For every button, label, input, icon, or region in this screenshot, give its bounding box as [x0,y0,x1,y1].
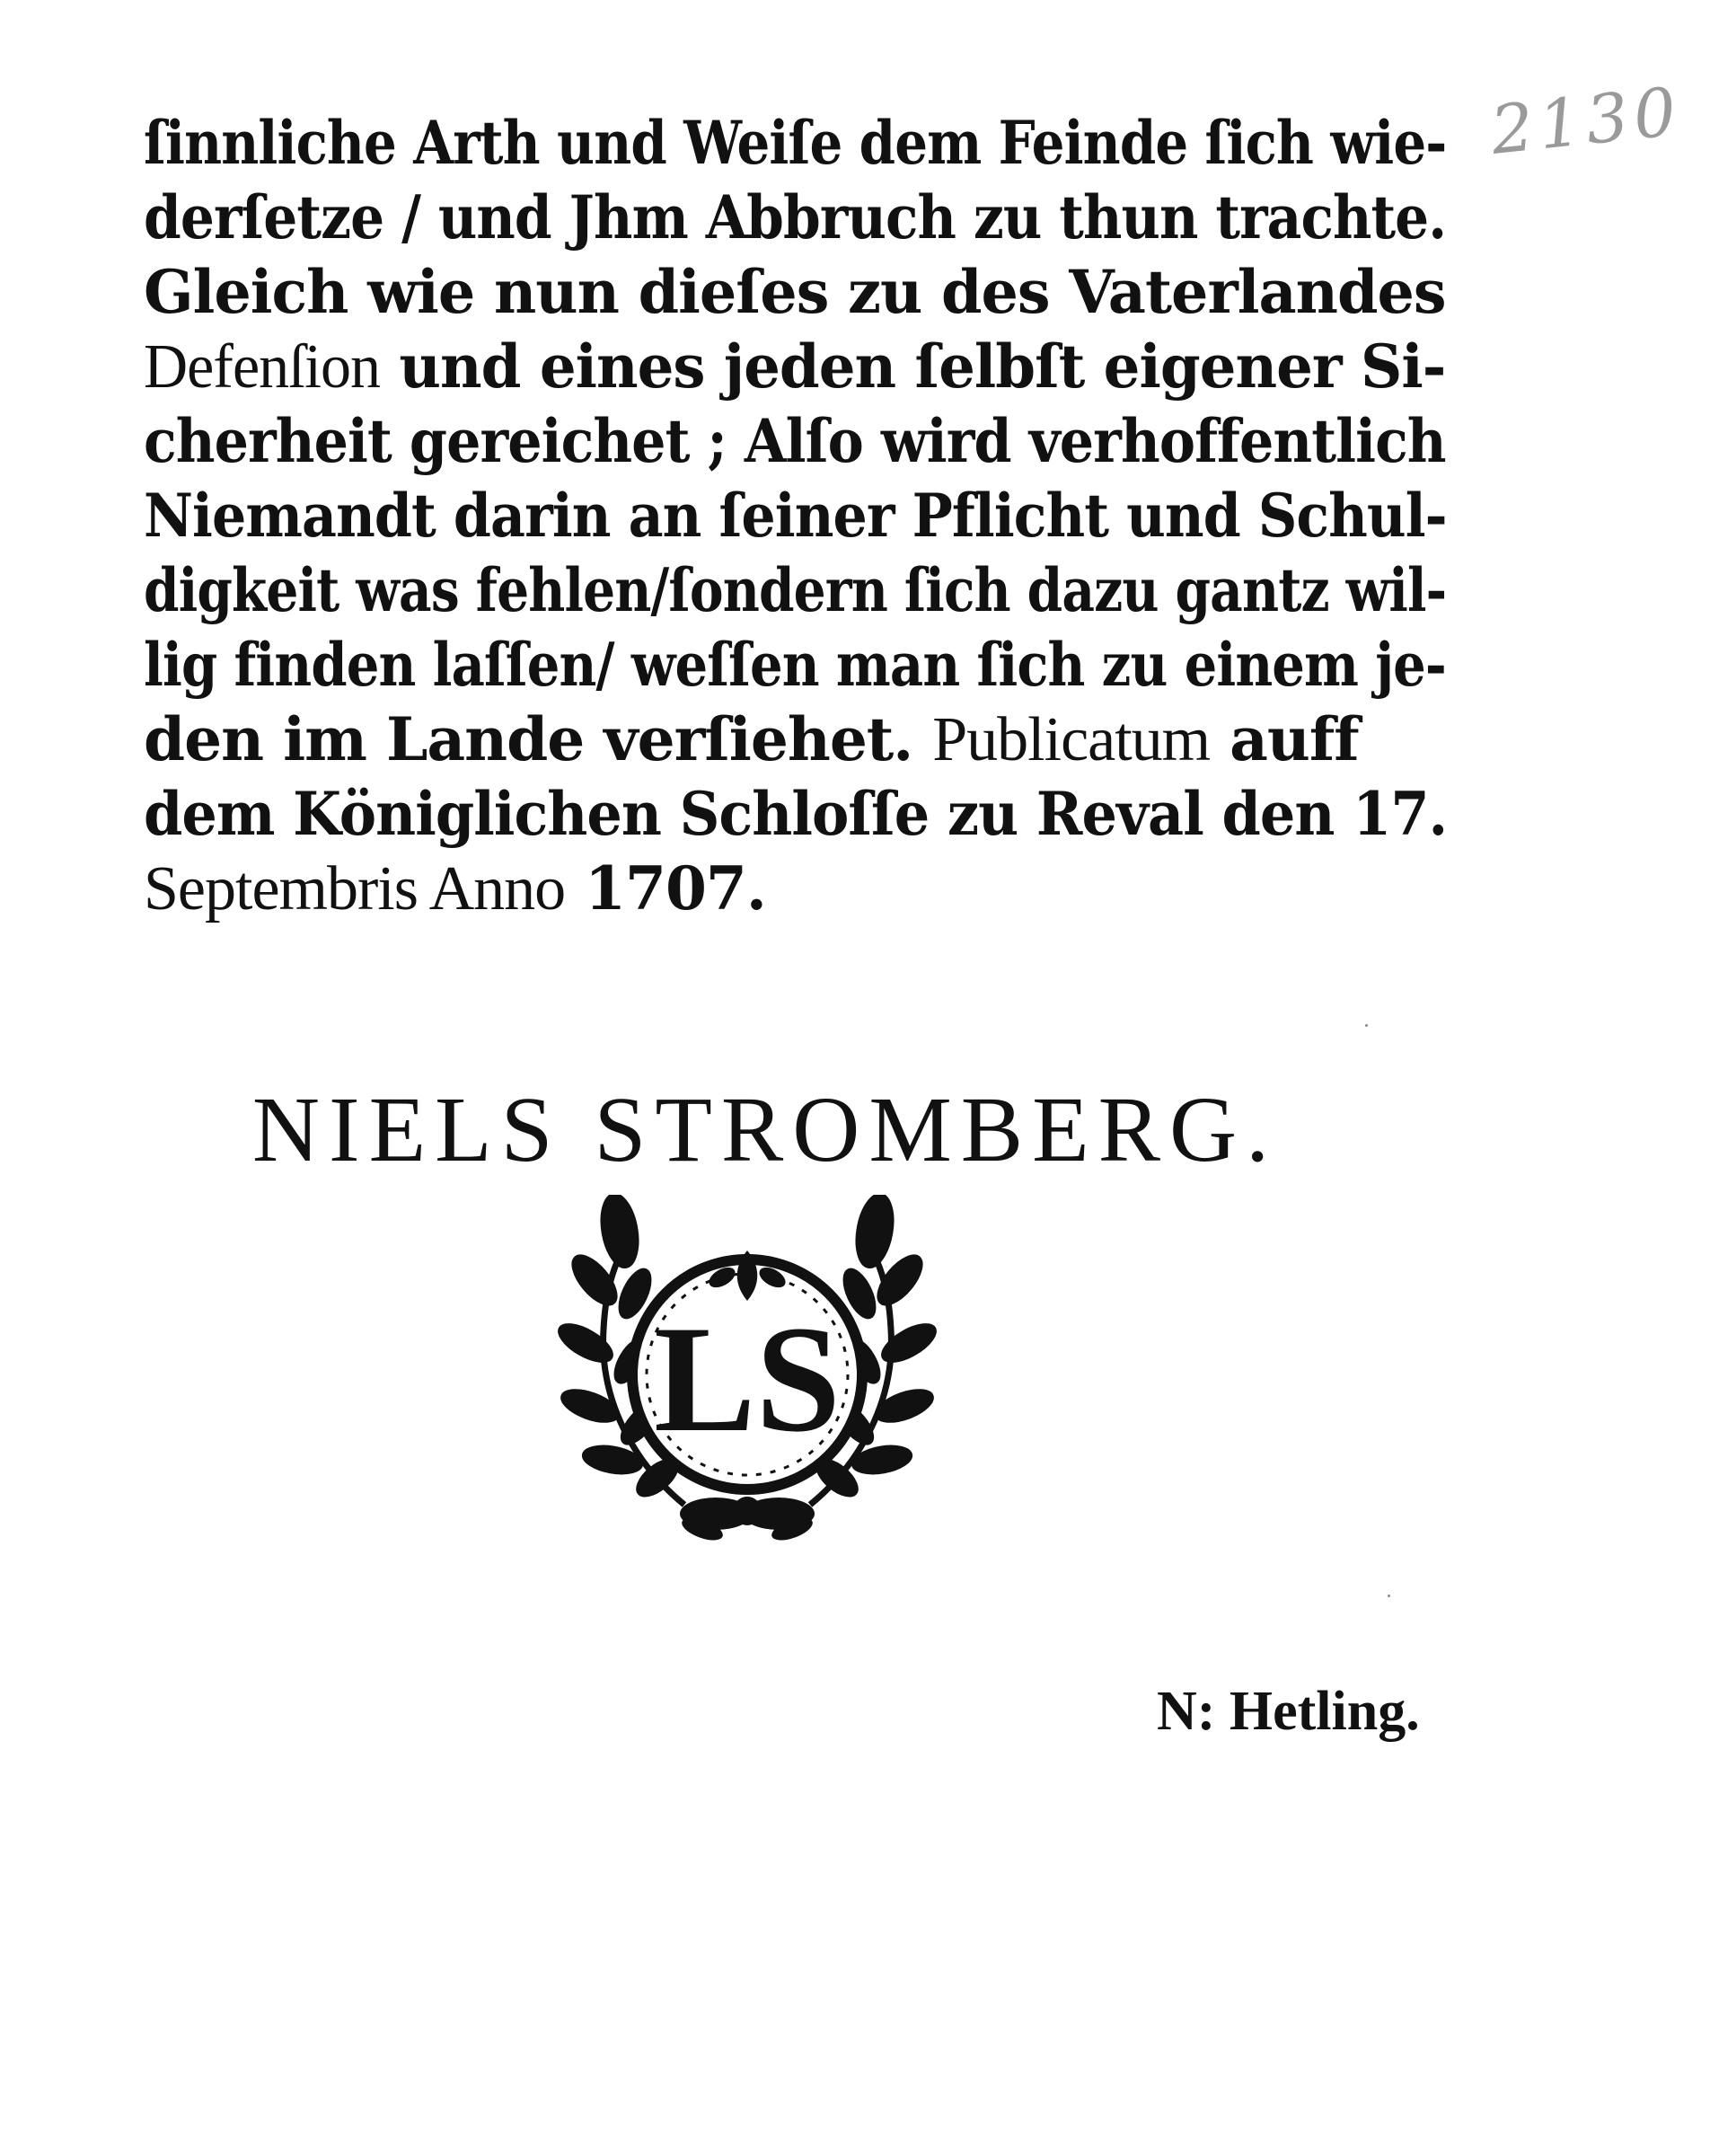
text-line-1: ſinnliche Arth und Weiſe dem Feinde ſich wie- [144,108,1447,178]
text-line-3: Gleich wie nun dieſes zu des Vaterlandes [144,257,1446,327]
text-line-8: lig finden laſſen/ weſſen man ſich zu einem je- [144,630,1446,700]
wreath-seal [550,1195,945,1545]
text-line-4: Defenſion und eines jeden ſelbſt eigener Si- [144,331,1446,402]
text-line-5: cherheit gereichet ; Alſo wird verhoffentlich [144,406,1446,476]
signatory-name: NIELS STROMBERG. [251,1078,1279,1181]
text-line-9: den im Lande verſiehet. Publicatum auff [144,704,1359,774]
text-line-10: dem Königlichen Schloſſe zu Reval den 17. [144,779,1448,849]
paper-speck [1365,1024,1368,1027]
countersignature: N: Hetling. [1157,1681,1420,1742]
bow-knot-icon [679,1497,815,1545]
proclamation-text [144,106,1446,926]
text-line-7: digkeit was fehlen/ſondern ſich dazu gantz wil- [144,555,1447,625]
text-line-6: Niemandt darin an ſeiner Pflicht und Schul- [144,481,1447,551]
seal-monogram: LS [654,1294,841,1463]
paper-speck [1388,1595,1390,1597]
text-line-2: derſetze / und Jhm Abbruch zu thun trachte. [144,182,1447,252]
archive-number: 2130 [1487,73,1686,170]
text-line-11: Septembris Anno 1707. [144,853,766,923]
